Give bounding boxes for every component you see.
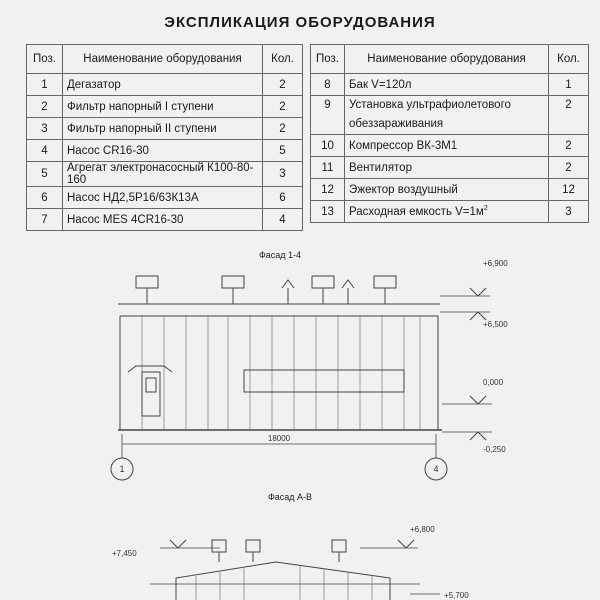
cell-name: Насос НД2,5Р16/63К13А: [63, 187, 263, 209]
cell-name: Компрессор ВК-3М1: [345, 135, 549, 157]
cell-pos: 12: [311, 179, 345, 201]
cell-name: Бак V=120л: [345, 74, 549, 96]
elevation-label: -0,250: [483, 445, 506, 454]
cell-pos: 4: [27, 140, 63, 162]
facade-1-4-wall: [120, 316, 438, 430]
cell-pos: 13: [311, 201, 345, 223]
span-label: 18000: [267, 434, 291, 443]
column-header-name: Наименование оборудования: [345, 45, 549, 74]
cell-pos: 3: [27, 118, 63, 140]
vent-deflector: [342, 280, 354, 288]
roof-unit: [374, 276, 396, 288]
cell-name: Эжектор воздушный: [345, 179, 549, 201]
roof-unit: [332, 540, 346, 552]
facade-a-v-title: Фасад А-В: [267, 492, 313, 502]
cell-name: Фильтр напорный II ступени: [63, 118, 263, 140]
elevation-label: +6,500: [483, 320, 508, 329]
cell-qty: 5: [263, 140, 303, 162]
door-canopy: [128, 366, 172, 372]
cell-pos: 2: [27, 96, 63, 118]
cell-name: Расходная емкость $V=1м^2$: [345, 201, 549, 223]
column-header-pos: Поз.: [311, 45, 345, 74]
page-title: ЭКСПЛИКАЦИЯ ОБОРУДОВАНИЯ: [164, 14, 436, 31]
cell-name: Насос MES 4CR16-30: [63, 209, 263, 231]
cell-name-line2: обеззараживания: [349, 118, 444, 130]
cell-name-text: Расходная емкость V=1м: [349, 205, 484, 218]
column-header-name: Наименование оборудования: [63, 45, 263, 74]
cell-qty: 2: [549, 135, 589, 157]
cell-pos: 6: [27, 187, 63, 209]
door: [142, 372, 160, 416]
axis-label: 4: [433, 464, 439, 474]
elevation-label: +7,450: [112, 549, 137, 558]
cell-qty: 3: [549, 201, 589, 223]
elevation-label: +6,900: [483, 259, 508, 268]
cell-qty: 2: [549, 96, 589, 135]
cell-pos: 8: [311, 74, 345, 96]
cell-name: Дегазатор: [63, 74, 263, 96]
cell-qty: 4: [263, 209, 303, 231]
roof-unit: [246, 540, 260, 552]
cell-qty: 2: [549, 157, 589, 179]
roof-unit: [222, 276, 244, 288]
cell-qty: 2: [263, 118, 303, 140]
column-header-qty: Кол.: [263, 45, 303, 74]
vent-deflector: [282, 280, 294, 288]
cell-name: Фильтр напорный I ступени: [63, 96, 263, 118]
cell-pos: 10: [311, 135, 345, 157]
door-glass: [146, 378, 156, 392]
roof-unit: [212, 540, 226, 552]
cell-qty: 2: [263, 74, 303, 96]
wall-panels: [142, 316, 420, 430]
column-header-pos: Поз.: [27, 45, 63, 74]
axis-label: 1: [119, 464, 125, 474]
roof-unit: [136, 276, 158, 288]
roof-unit: [312, 276, 334, 288]
cell-pos: 11: [311, 157, 345, 179]
column-header-qty: Кол.: [549, 45, 589, 74]
elevation-label: 0,000: [483, 378, 504, 387]
cell-pos: 9: [311, 96, 345, 135]
elevation-label: +5,700: [444, 591, 469, 600]
cell-name: Агрегат электронасосный К100-80-160: [63, 162, 263, 187]
cell-pos: 5: [27, 162, 63, 187]
window-band: [244, 370, 404, 392]
cell-qty: 2: [263, 96, 303, 118]
cell-name: Насос CR16-30: [63, 140, 263, 162]
cell-pos: 7: [27, 209, 63, 231]
cell-name-line1: Установка ультрафиолетового: [349, 99, 511, 111]
elevation-label: +6,800: [410, 525, 435, 534]
cell-qty: 1: [549, 74, 589, 96]
facade-a-v-roof: [176, 562, 390, 600]
cell-qty: 6: [263, 187, 303, 209]
cell-qty: 3: [263, 162, 303, 187]
cell-pos: 1: [27, 74, 63, 96]
cell-qty: 12: [549, 179, 589, 201]
cell-name: Вентилятор: [345, 157, 549, 179]
facade-1-4-title: Фасад 1-4: [258, 250, 302, 260]
